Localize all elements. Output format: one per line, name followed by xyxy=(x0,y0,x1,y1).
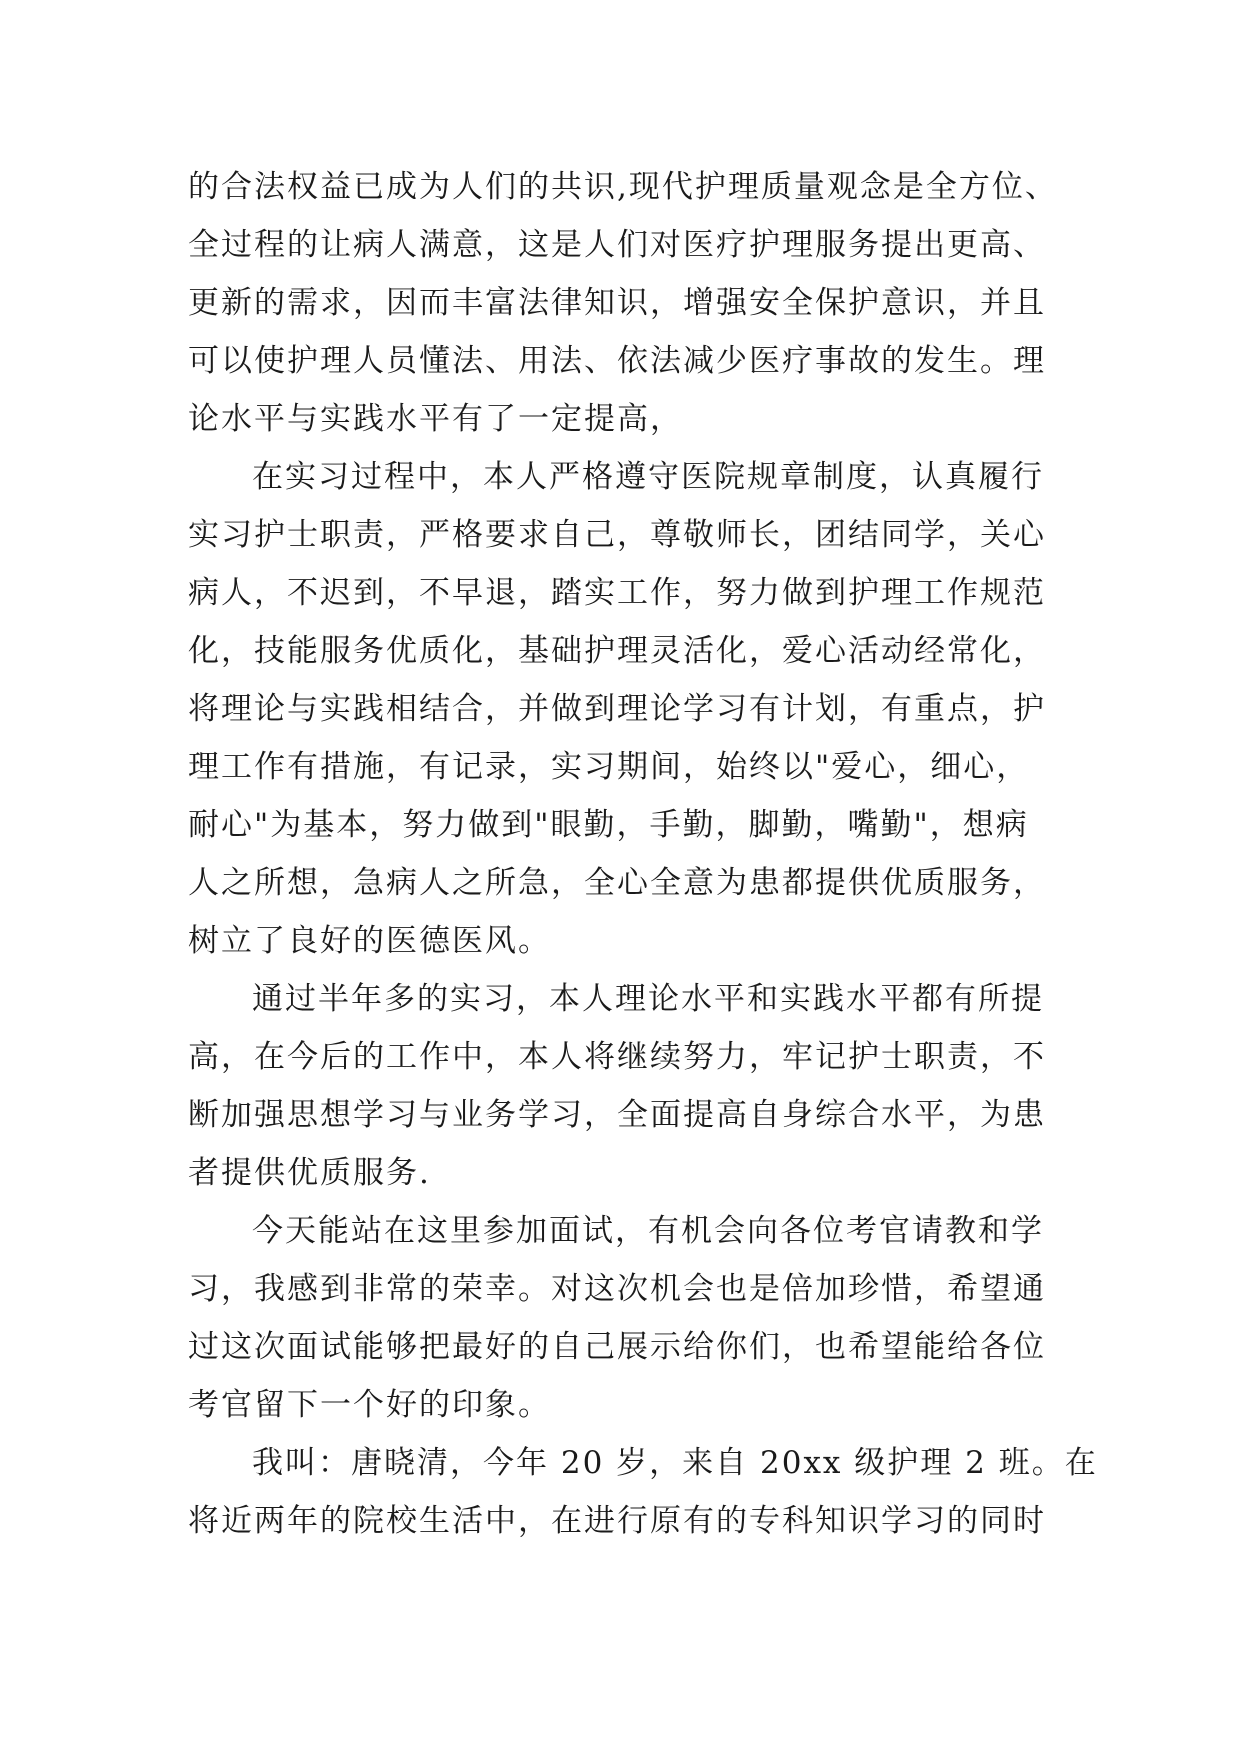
text-line: 化，技能服务优质化，基础护理灵活化，爱心活动经常化， xyxy=(188,633,1046,669)
text-line: 过这次面试能够把最好的自己展示给你们，也希望能给各位 xyxy=(188,1329,1046,1365)
text-line: 实习护士职责，严格要求自己，尊敬师长，团结同学，关心 xyxy=(188,517,1046,553)
text-line: 论水平与实践水平有了一定提高， xyxy=(188,401,683,437)
paragraph-first-line: 通过半年多的实习，本人理论水平和实践水平都有所提 xyxy=(252,981,1044,1017)
text-line: 人之所想，急病人之所急，全心全意为患都提供优质服务， xyxy=(188,865,1046,901)
text-line: 耐心"为基本，努力做到"眼勤，手勤，脚勤，嘴勤"，想病 xyxy=(188,807,1029,843)
text-line: 将近两年的院校生活中，在进行原有的专科知识学习的同时 xyxy=(188,1503,1046,1539)
paragraph-first-line: 在实习过程中，本人严格遵守医院规章制度，认真履行 xyxy=(252,459,1044,495)
text-line: 将理论与实践相结合，并做到理论学习有计划，有重点，护 xyxy=(188,691,1046,727)
text-line: 者提供优质服务. xyxy=(188,1155,431,1191)
text-line: 更新的需求，因而丰富法律知识，增强安全保护意识，并且 xyxy=(188,285,1046,321)
document-body xyxy=(188,158,1108,1550)
text-line: 高，在今后的工作中，本人将继续努力，牢记护士职责，不 xyxy=(188,1039,1046,1075)
text-line: 的合法权益已成为人们的共识,现代护理质量观念是全方位、 xyxy=(188,169,1058,205)
paragraph-first-line: 今天能站在这里参加面试，有机会向各位考官请教和学 xyxy=(252,1213,1044,1249)
paragraph-first-line: 我叫：唐晓清，今年 20 岁，来自 20xx 级护理 2 班。在 xyxy=(252,1445,1098,1481)
text-line: 理工作有措施，有记录，实习期间，始终以"爱心，细心， xyxy=(188,749,1030,785)
text-line: 全过程的让病人满意，这是人们对医疗护理服务提出更高、 xyxy=(188,227,1046,263)
text-line: 考官留下一个好的印象。 xyxy=(188,1387,551,1423)
text-line: 断加强思想学习与业务学习，全面提高自身综合水平，为患 xyxy=(188,1097,1046,1133)
text-line: 树立了良好的医德医风。 xyxy=(188,923,551,959)
text-line: 可以使护理人员懂法、用法、依法减少医疗事故的发生。理 xyxy=(188,343,1046,379)
text-line: 习，我感到非常的荣幸。对这次机会也是倍加珍惜，希望通 xyxy=(188,1271,1046,1307)
text-line: 病人，不迟到，不早退，踏实工作，努力做到护理工作规范 xyxy=(188,575,1046,611)
